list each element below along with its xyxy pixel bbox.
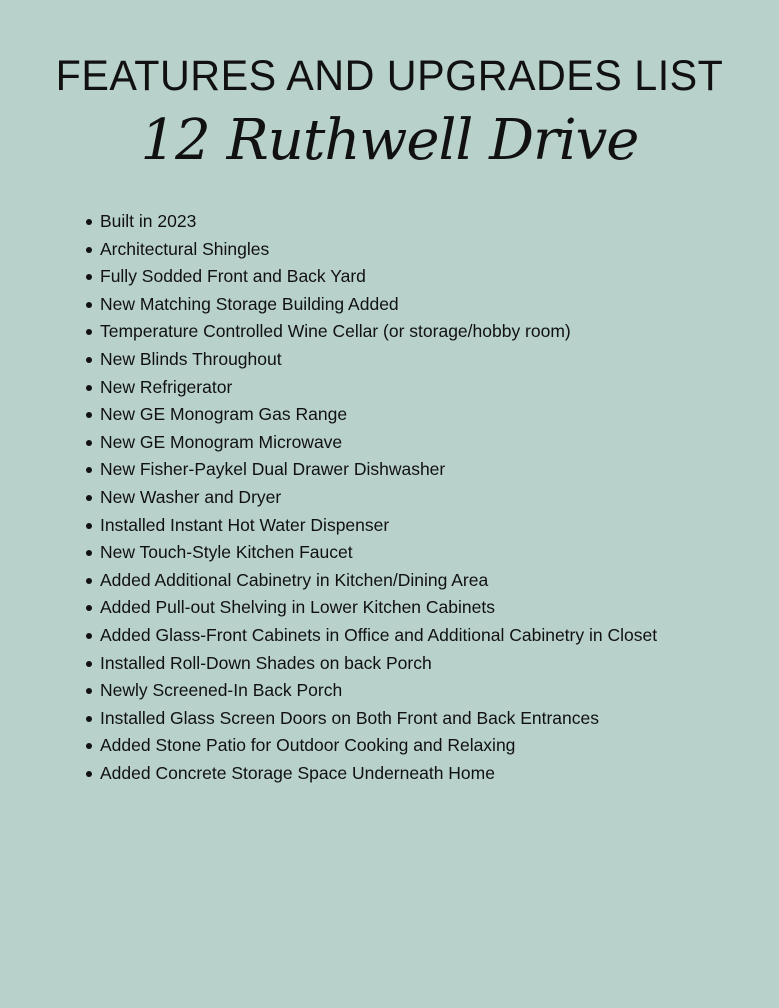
feature-item: Newly Screened-In Back Porch <box>100 677 690 705</box>
feature-item: New GE Monogram Microwave <box>100 429 690 457</box>
feature-item: Fully Sodded Front and Back Yard <box>100 263 690 291</box>
feature-item: New Blinds Throughout <box>100 346 690 374</box>
feature-item: Added Stone Patio for Outdoor Cooking and Relaxing <box>100 732 690 760</box>
feature-item: New Matching Storage Building Added <box>100 291 690 319</box>
feature-item: Added Concrete Storage Space Underneath Home <box>100 760 690 788</box>
feature-item: Installed Instant Hot Water Dispenser <box>100 512 690 540</box>
feature-item: Built in 2023 <box>100 208 690 236</box>
feature-item: Added Additional Cabinetry in Kitchen/Dining Area <box>100 567 690 595</box>
feature-item: Added Pull-out Shelving in Lower Kitchen Cabinets <box>100 594 690 622</box>
feature-item: New Fisher-Paykel Dual Drawer Dishwasher <box>100 456 690 484</box>
feature-item: Installed Roll-Down Shades on back Porch <box>100 650 690 678</box>
feature-item: New Refrigerator <box>100 374 690 402</box>
feature-item: New Washer and Dryer <box>100 484 690 512</box>
feature-item: Installed Glass Screen Doors on Both Front and Back Entrances <box>100 705 690 733</box>
feature-item: Added Glass-Front Cabinets in Office and Additional Cabinetry in Closet <box>100 622 690 650</box>
page-title: FEATURES AND UPGRADES LIST <box>55 52 724 100</box>
feature-item: Temperature Controlled Wine Cellar (or storage/hobby room) <box>100 318 690 346</box>
feature-item: Architectural Shingles <box>100 236 690 264</box>
property-address: 12 Ruthwell Drive <box>140 108 639 173</box>
feature-item: New Touch-Style Kitchen Faucet <box>100 539 690 567</box>
features-list <box>100 208 690 787</box>
feature-item: New GE Monogram Gas Range <box>100 401 690 429</box>
